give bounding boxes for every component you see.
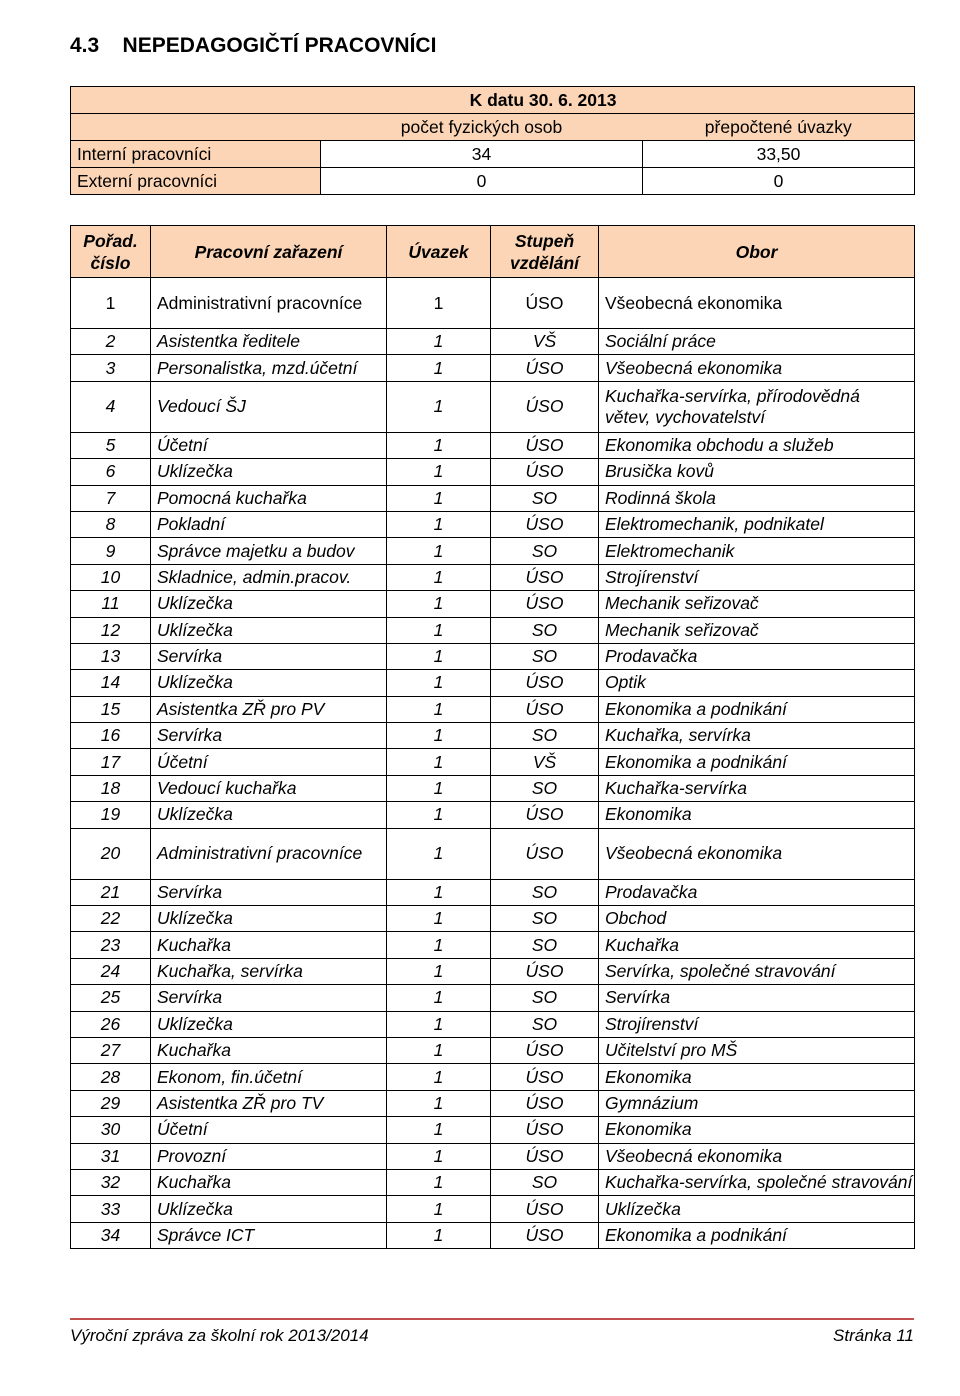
summary-row-fte: 0 bbox=[643, 168, 915, 195]
staff-header-row bbox=[71, 226, 915, 278]
cell-order-number: 34 bbox=[71, 1222, 151, 1248]
cell-field: Optik bbox=[599, 670, 915, 696]
table-row bbox=[71, 1090, 915, 1116]
footer-page-number: Stránka 11 bbox=[833, 1326, 914, 1345]
table-row bbox=[71, 511, 915, 537]
table-row bbox=[71, 432, 915, 458]
cell-load: 1 bbox=[387, 775, 491, 801]
cell-load: 1 bbox=[387, 381, 491, 432]
table-row bbox=[71, 906, 915, 932]
cell-education: SO bbox=[491, 617, 599, 643]
cell-order-number: 13 bbox=[71, 643, 151, 669]
cell-role: Uklízečka bbox=[151, 670, 387, 696]
cell-order-number: 3 bbox=[71, 355, 151, 381]
cell-field: Brusička kovů bbox=[599, 459, 915, 485]
summary-row-persons: 0 bbox=[321, 168, 643, 195]
cell-education: ÚSO bbox=[491, 355, 599, 381]
cell-field: Prodavačka bbox=[599, 643, 915, 669]
cell-load: 1 bbox=[387, 670, 491, 696]
cell-education: ÚSO bbox=[491, 1064, 599, 1090]
cell-field: Ekonomika bbox=[599, 1064, 915, 1090]
cell-education: ÚSO bbox=[491, 696, 599, 722]
summary-date-label: K datu 30. 6. 2013 bbox=[321, 87, 643, 114]
table-row bbox=[71, 749, 915, 775]
cell-education: SO bbox=[491, 906, 599, 932]
cell-field: Kuchařka-servírka bbox=[599, 775, 915, 801]
cell-field: Mechanik seřizovač bbox=[599, 591, 915, 617]
table-row bbox=[71, 670, 915, 696]
summary-row bbox=[71, 141, 915, 168]
cell-order-number: 24 bbox=[71, 958, 151, 984]
cell-role: Servírka bbox=[151, 879, 387, 905]
summary-row-label: Externí pracovníci bbox=[71, 168, 321, 195]
cell-load: 1 bbox=[387, 1196, 491, 1222]
cell-role: Administrativní pracovníce bbox=[151, 828, 387, 879]
table-row bbox=[71, 381, 915, 432]
col-header-education: Stupeň vzdělání bbox=[491, 226, 599, 278]
cell-education: ÚSO bbox=[491, 381, 599, 432]
cell-field: Elektromechanik, podnikatel bbox=[599, 511, 915, 537]
table-row bbox=[71, 828, 915, 879]
cell-role: Kuchařka bbox=[151, 1169, 387, 1195]
cell-role: Provozní bbox=[151, 1143, 387, 1169]
cell-role: Uklízečka bbox=[151, 906, 387, 932]
cell-load: 1 bbox=[387, 278, 491, 329]
cell-role: Vedoucí kuchařka bbox=[151, 775, 387, 801]
col-header-role: Pracovní zařazení bbox=[151, 226, 387, 278]
cell-role: Skladnice, admin.pracov. bbox=[151, 564, 387, 590]
cell-order-number: 4 bbox=[71, 381, 151, 432]
cell-order-number: 1 bbox=[71, 278, 151, 329]
table-row bbox=[71, 696, 915, 722]
table-row bbox=[71, 643, 915, 669]
cell-education: SO bbox=[491, 932, 599, 958]
cell-order-number: 6 bbox=[71, 459, 151, 485]
cell-field: Kuchařka bbox=[599, 932, 915, 958]
cell-order-number: 10 bbox=[71, 564, 151, 590]
cell-load: 1 bbox=[387, 329, 491, 355]
cell-load: 1 bbox=[387, 802, 491, 828]
table-row bbox=[71, 591, 915, 617]
cell-education: VŠ bbox=[491, 749, 599, 775]
cell-field: Ekonomika a podnikání bbox=[599, 696, 915, 722]
cell-role: Správce majetku a budov bbox=[151, 538, 387, 564]
footer-report-title: Výroční zpráva za školní rok 2013/2014 bbox=[70, 1326, 369, 1345]
table-row bbox=[71, 879, 915, 905]
cell-order-number: 8 bbox=[71, 511, 151, 537]
cell-field: Servírka bbox=[599, 985, 915, 1011]
cell-role: Uklízečka bbox=[151, 617, 387, 643]
cell-load: 1 bbox=[387, 906, 491, 932]
cell-field: Prodavačka bbox=[599, 879, 915, 905]
cell-field: Strojírenství bbox=[599, 1011, 915, 1037]
table-row bbox=[71, 1196, 915, 1222]
table-row bbox=[71, 617, 915, 643]
cell-order-number: 9 bbox=[71, 538, 151, 564]
section-title: NEPEDAGOGIČTÍ PRACOVNÍCI bbox=[122, 34, 437, 57]
cell-load: 1 bbox=[387, 1090, 491, 1116]
staff-table bbox=[70, 225, 915, 1249]
cell-field: Učitelství pro MŠ bbox=[599, 1037, 915, 1063]
table-row bbox=[71, 775, 915, 801]
cell-load: 1 bbox=[387, 485, 491, 511]
table-row bbox=[71, 958, 915, 984]
cell-load: 1 bbox=[387, 1143, 491, 1169]
summary-row-persons: 34 bbox=[321, 141, 643, 168]
cell-load: 1 bbox=[387, 723, 491, 749]
cell-order-number: 31 bbox=[71, 1143, 151, 1169]
cell-load: 1 bbox=[387, 591, 491, 617]
cell-role: Vedoucí ŠJ bbox=[151, 381, 387, 432]
cell-role: Správce ICT bbox=[151, 1222, 387, 1248]
cell-field: Elektromechanik bbox=[599, 538, 915, 564]
cell-order-number: 30 bbox=[71, 1117, 151, 1143]
cell-order-number: 28 bbox=[71, 1064, 151, 1090]
cell-field: Ekonomika obchodu a služeb bbox=[599, 432, 915, 458]
summary-header-row bbox=[71, 114, 915, 141]
cell-field: Všeobecná ekonomika bbox=[599, 355, 915, 381]
cell-role: Pokladní bbox=[151, 511, 387, 537]
cell-education: ÚSO bbox=[491, 1222, 599, 1248]
section-number: 4.3 bbox=[70, 34, 100, 57]
cell-role: Kuchařka bbox=[151, 1037, 387, 1063]
cell-role: Asistentka ZŘ pro PV bbox=[151, 696, 387, 722]
summary-col-fte: přepočtené úvazky bbox=[643, 114, 915, 141]
cell-field: Gymnázium bbox=[599, 1090, 915, 1116]
table-row bbox=[71, 278, 915, 329]
cell-education: VŠ bbox=[491, 329, 599, 355]
cell-education: SO bbox=[491, 879, 599, 905]
cell-role: Servírka bbox=[151, 985, 387, 1011]
cell-order-number: 5 bbox=[71, 432, 151, 458]
cell-order-number: 2 bbox=[71, 329, 151, 355]
summary-date-filler bbox=[643, 87, 915, 114]
table-row bbox=[71, 802, 915, 828]
cell-education: ÚSO bbox=[491, 1143, 599, 1169]
cell-order-number: 22 bbox=[71, 906, 151, 932]
cell-education: SO bbox=[491, 723, 599, 749]
cell-field: Mechanik seřizovač bbox=[599, 617, 915, 643]
cell-order-number: 23 bbox=[71, 932, 151, 958]
cell-role: Personalistka, mzd.účetní bbox=[151, 355, 387, 381]
table-row bbox=[71, 1064, 915, 1090]
cell-field: Kuchařka, servírka bbox=[599, 723, 915, 749]
cell-order-number: 15 bbox=[71, 696, 151, 722]
staff-table-body bbox=[71, 278, 915, 1249]
table-row bbox=[71, 985, 915, 1011]
cell-load: 1 bbox=[387, 617, 491, 643]
cell-role: Uklízečka bbox=[151, 591, 387, 617]
table-row bbox=[71, 1169, 915, 1195]
cell-order-number: 25 bbox=[71, 985, 151, 1011]
cell-load: 1 bbox=[387, 511, 491, 537]
cell-load: 1 bbox=[387, 879, 491, 905]
cell-education: ÚSO bbox=[491, 1196, 599, 1222]
table-row bbox=[71, 1037, 915, 1063]
cell-education: ÚSO bbox=[491, 459, 599, 485]
cell-role: Pomocná kuchařka bbox=[151, 485, 387, 511]
cell-education: SO bbox=[491, 643, 599, 669]
summary-row-label: Interní pracovníci bbox=[71, 141, 321, 168]
cell-order-number: 12 bbox=[71, 617, 151, 643]
cell-field: Ekonomika a podnikání bbox=[599, 749, 915, 775]
col-header-order-number: Pořad. číslo bbox=[71, 226, 151, 278]
cell-education: ÚSO bbox=[491, 828, 599, 879]
cell-order-number: 18 bbox=[71, 775, 151, 801]
cell-field: Všeobecná ekonomika bbox=[599, 1143, 915, 1169]
cell-order-number: 29 bbox=[71, 1090, 151, 1116]
summary-corner bbox=[71, 87, 321, 114]
footer-rule bbox=[70, 1318, 914, 1320]
cell-education: ÚSO bbox=[491, 670, 599, 696]
cell-field: Uklízečka bbox=[599, 1196, 915, 1222]
cell-field: Servírka, společné stravování bbox=[599, 958, 915, 984]
table-row bbox=[71, 1117, 915, 1143]
summary-table bbox=[70, 86, 915, 195]
table-row bbox=[71, 564, 915, 590]
cell-education: SO bbox=[491, 1169, 599, 1195]
cell-field: Ekonomika bbox=[599, 1117, 915, 1143]
cell-role: Uklízečka bbox=[151, 459, 387, 485]
summary-row-fte: 33,50 bbox=[643, 141, 915, 168]
cell-load: 1 bbox=[387, 538, 491, 564]
cell-load: 1 bbox=[387, 355, 491, 381]
cell-field: Ekonomika a podnikání bbox=[599, 1222, 915, 1248]
cell-education: SO bbox=[491, 485, 599, 511]
table-row bbox=[71, 723, 915, 749]
col-header-load: Úvazek bbox=[387, 226, 491, 278]
cell-education: SO bbox=[491, 1011, 599, 1037]
table-row bbox=[71, 932, 915, 958]
cell-load: 1 bbox=[387, 1169, 491, 1195]
cell-load: 1 bbox=[387, 1037, 491, 1063]
cell-education: ÚSO bbox=[491, 591, 599, 617]
cell-role: Servírka bbox=[151, 723, 387, 749]
cell-role: Účetní bbox=[151, 749, 387, 775]
cell-field: Kuchařka-servírka, přírodovědná větev, vychovatelství bbox=[599, 381, 915, 432]
cell-load: 1 bbox=[387, 749, 491, 775]
cell-education: ÚSO bbox=[491, 564, 599, 590]
cell-role: Kuchařka, servírka bbox=[151, 958, 387, 984]
cell-order-number: 26 bbox=[71, 1011, 151, 1037]
cell-field: Obchod bbox=[599, 906, 915, 932]
cell-order-number: 7 bbox=[71, 485, 151, 511]
cell-order-number: 27 bbox=[71, 1037, 151, 1063]
cell-education: ÚSO bbox=[491, 432, 599, 458]
cell-role: Uklízečka bbox=[151, 1011, 387, 1037]
cell-field: Strojírenství bbox=[599, 564, 915, 590]
cell-role: Asistentka ředitele bbox=[151, 329, 387, 355]
table-row bbox=[71, 459, 915, 485]
summary-row bbox=[71, 168, 915, 195]
cell-field: Všeobecná ekonomika bbox=[599, 828, 915, 879]
cell-order-number: 11 bbox=[71, 591, 151, 617]
cell-role: Účetní bbox=[151, 1117, 387, 1143]
cell-education: ÚSO bbox=[491, 958, 599, 984]
cell-education: ÚSO bbox=[491, 1117, 599, 1143]
cell-load: 1 bbox=[387, 1222, 491, 1248]
table-row bbox=[71, 1011, 915, 1037]
cell-order-number: 20 bbox=[71, 828, 151, 879]
summary-date-row bbox=[71, 87, 915, 114]
table-row bbox=[71, 538, 915, 564]
table-row bbox=[71, 329, 915, 355]
cell-order-number: 19 bbox=[71, 802, 151, 828]
cell-role: Uklízečka bbox=[151, 802, 387, 828]
cell-education: ÚSO bbox=[491, 511, 599, 537]
cell-load: 1 bbox=[387, 696, 491, 722]
cell-order-number: 32 bbox=[71, 1169, 151, 1195]
cell-load: 1 bbox=[387, 459, 491, 485]
cell-role: Ekonom, fin.účetní bbox=[151, 1064, 387, 1090]
section-heading bbox=[70, 34, 436, 58]
cell-role: Servírka bbox=[151, 643, 387, 669]
cell-education: ÚSO bbox=[491, 802, 599, 828]
cell-field: Rodinná škola bbox=[599, 485, 915, 511]
cell-load: 1 bbox=[387, 828, 491, 879]
cell-field: Všeobecná ekonomika bbox=[599, 278, 915, 329]
cell-role: Uklízečka bbox=[151, 1196, 387, 1222]
cell-load: 1 bbox=[387, 1117, 491, 1143]
cell-load: 1 bbox=[387, 1064, 491, 1090]
table-row bbox=[71, 1143, 915, 1169]
table-row bbox=[71, 485, 915, 511]
cell-education: SO bbox=[491, 538, 599, 564]
cell-education: ÚSO bbox=[491, 1090, 599, 1116]
cell-education: ÚSO bbox=[491, 1037, 599, 1063]
cell-role: Účetní bbox=[151, 432, 387, 458]
cell-load: 1 bbox=[387, 564, 491, 590]
cell-order-number: 21 bbox=[71, 879, 151, 905]
cell-role: Administrativní pracovníce bbox=[151, 278, 387, 329]
cell-load: 1 bbox=[387, 432, 491, 458]
cell-load: 1 bbox=[387, 1011, 491, 1037]
cell-order-number: 16 bbox=[71, 723, 151, 749]
cell-order-number: 33 bbox=[71, 1196, 151, 1222]
cell-education: SO bbox=[491, 775, 599, 801]
summary-header-blank bbox=[71, 114, 321, 141]
cell-education: ÚSO bbox=[491, 278, 599, 329]
table-row bbox=[71, 1222, 915, 1248]
cell-role: Kuchařka bbox=[151, 932, 387, 958]
col-header-field: Obor bbox=[599, 226, 915, 278]
cell-load: 1 bbox=[387, 985, 491, 1011]
cell-education: SO bbox=[491, 985, 599, 1011]
cell-role: Asistentka ZŘ pro TV bbox=[151, 1090, 387, 1116]
cell-load: 1 bbox=[387, 958, 491, 984]
cell-field: Sociální práce bbox=[599, 329, 915, 355]
cell-load: 1 bbox=[387, 932, 491, 958]
summary-col-persons: počet fyzických osob bbox=[321, 114, 643, 141]
cell-field: Kuchařka-servírka, společné stravování bbox=[599, 1169, 915, 1195]
cell-order-number: 17 bbox=[71, 749, 151, 775]
cell-field: Ekonomika bbox=[599, 802, 915, 828]
table-row bbox=[71, 355, 915, 381]
cell-load: 1 bbox=[387, 643, 491, 669]
cell-order-number: 14 bbox=[71, 670, 151, 696]
